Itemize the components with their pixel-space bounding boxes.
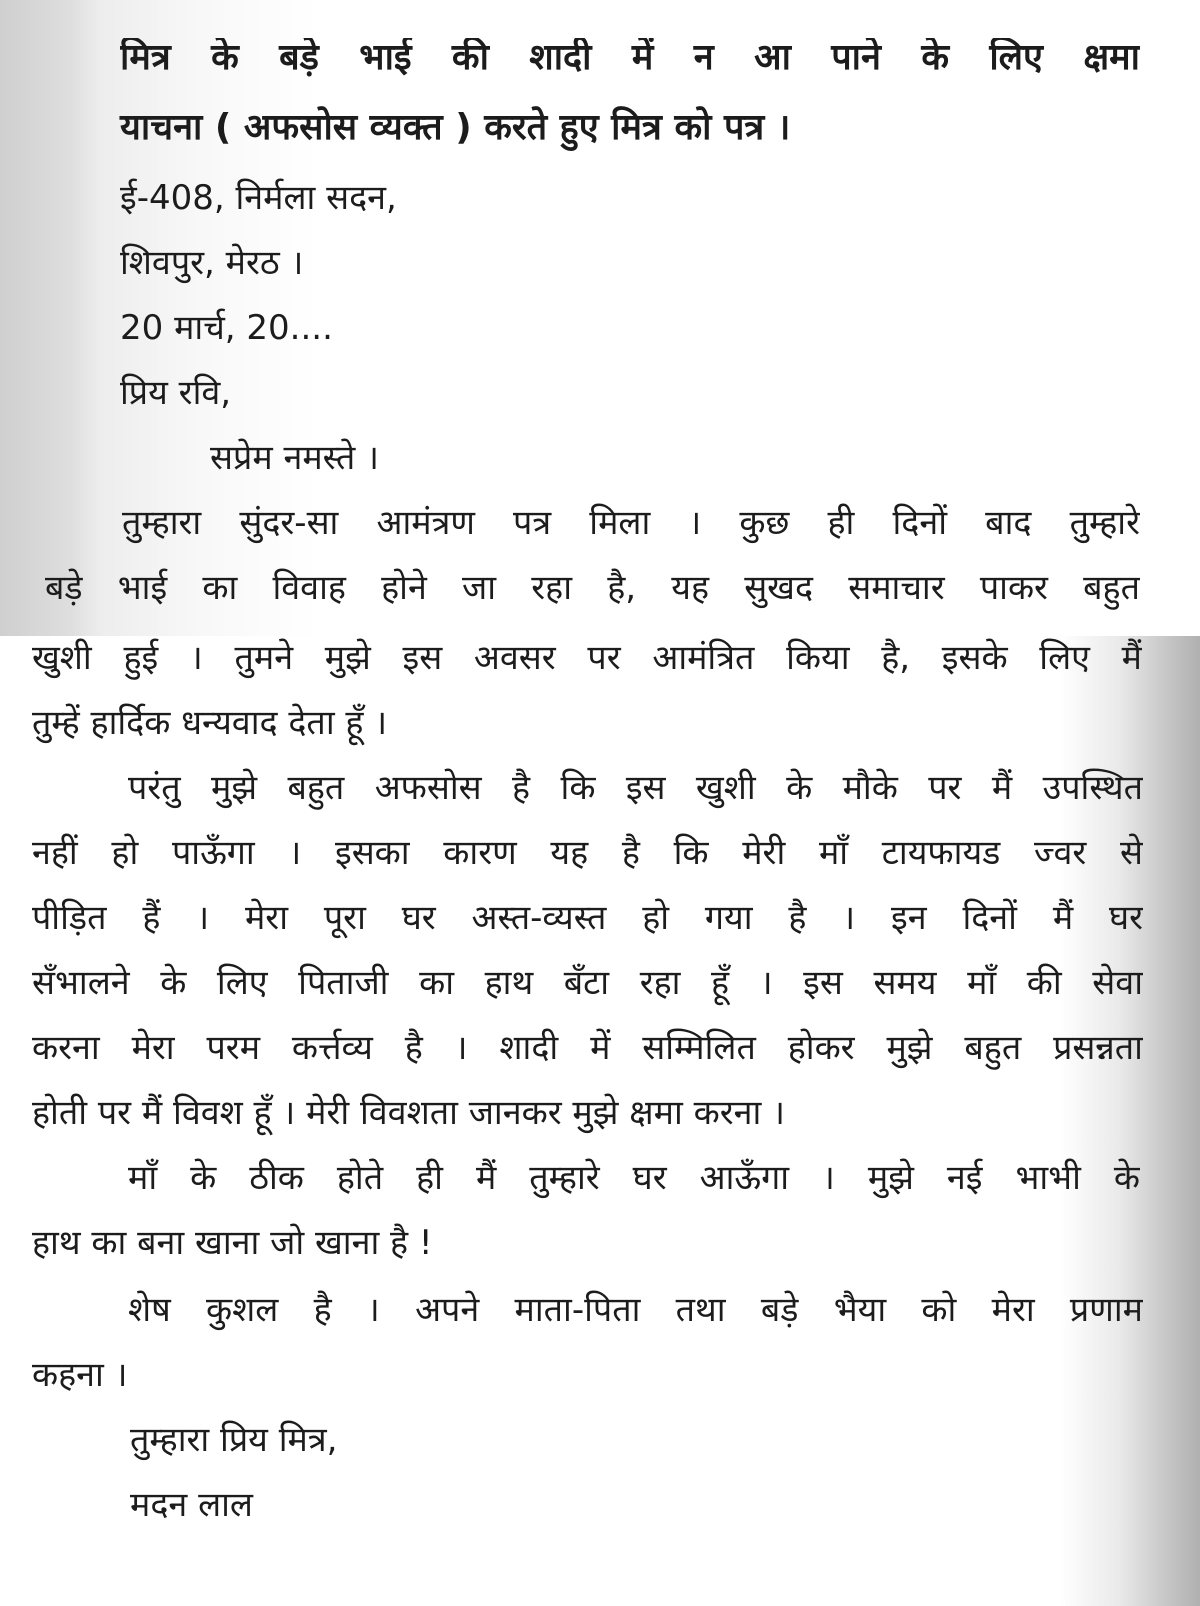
paragraph-2-line-1: परंतु मुझे बहुत अफसोस है कि इस खुशी के मौके पर मैं उपस्थित — [128, 768, 1143, 808]
paragraph-2-line-3: पीड़ित हैं । मेरा पूरा घर अस्त-व्यस्त हो गया है । इन दिनों मैं घर — [32, 898, 1143, 938]
closing: तुम्हारा प्रिय मित्र, — [130, 1420, 338, 1460]
paragraph-2-line-2: नहीं हो पाऊँगा । इसका कारण यह है कि मेरी माँ टायफायड ज्वर से — [32, 833, 1143, 873]
paragraph-1-line-4: तुम्हें हार्दिक धन्यवाद देता हूँ । — [32, 703, 388, 743]
letter-heading-line-1: मित्र के बड़े भाई की शादी में न आ पाने के लिए क्षमा — [120, 38, 1140, 78]
paragraph-4-line-2: कहना । — [32, 1355, 128, 1395]
paragraph-3-line-2: हाथ का बना खाना जो खाना है ! — [32, 1223, 433, 1263]
paragraph-1-line-1: तुम्हारा सुंदर-सा आमंत्रण पत्र मिला । कुछ ही दिनों बाद तुम्हारे — [122, 503, 1140, 543]
paragraph-1-line-2: बड़े भाई का विवाह होने जा रहा है, यह सुखद समाचार पाकर बहुत — [45, 568, 1140, 608]
letter-heading-line-2: याचना ( अफसोस व्यक्त ) करते हुए मित्र को पत्र । — [120, 107, 791, 148]
signature: मदन लाल — [130, 1485, 253, 1525]
letter-date: 20 मार्च, 20.... — [120, 308, 333, 348]
paragraph-1-line-3: खुशी हुई । तुमने मुझे इस अवसर पर आमंत्रित किया है, इसके लिए मैं — [32, 638, 1142, 678]
paragraph-2-line-5: करना मेरा परम कर्त्तव्य है । शादी में सम्मिलित होकर मुझे बहुत प्रसन्नता — [32, 1028, 1143, 1068]
paragraph-2-line-4: सँभालने के लिए पिताजी का हाथ बँटा रहा हूँ । इस समय माँ की सेवा — [32, 963, 1143, 1003]
sender-address-line-1: ई-408, निर्मला सदन, — [120, 178, 397, 218]
greeting: सप्रेम नमस्ते । — [210, 438, 379, 478]
paragraph-4-line-1: शेष कुशल है । अपने माता-पिता तथा बड़े भैया को मेरा प्रणाम — [128, 1290, 1143, 1330]
sender-address-line-2: शिवपुर, मेरठ । — [120, 243, 304, 283]
paragraph-2-line-6: होती पर मैं विवश हूँ । मेरी विवशता जानकर मुझे क्षमा करना । — [32, 1093, 785, 1133]
salutation: प्रिय रवि, — [120, 373, 232, 413]
paragraph-3-line-1: माँ के ठीक होते ही मैं तुम्हारे घर आऊँगा । मुझे नई भाभी के — [128, 1158, 1140, 1198]
